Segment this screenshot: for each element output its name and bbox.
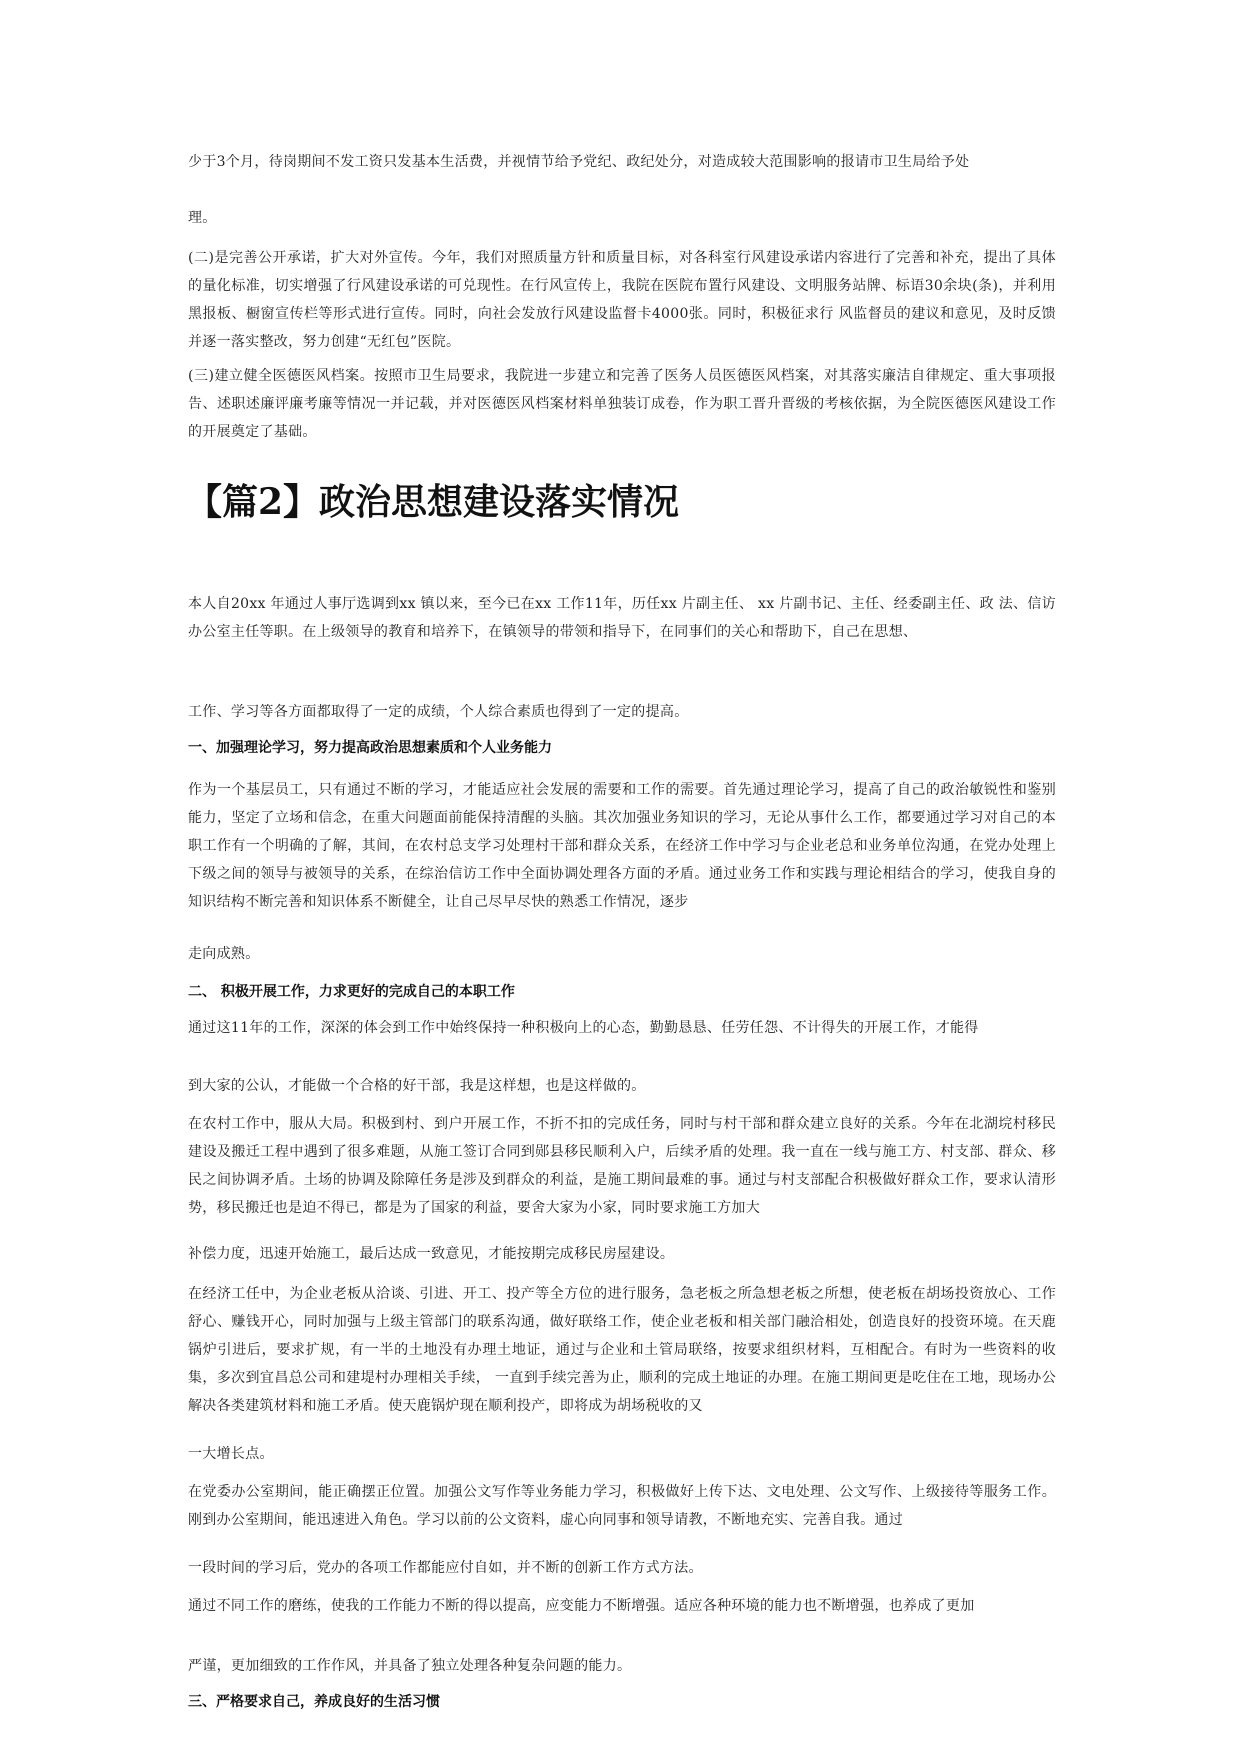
section-title: 【篇2】政治思想建设落实情况 (186, 481, 680, 523)
paragraph: 严谨，更加细致的工作作风，并具备了独立处理各种复杂问题的能力。 (188, 1658, 632, 1674)
paragraph: 走向成熟。 (188, 946, 260, 962)
paragraph: 本人自20xx 年通过人事厅选调到xx 镇以来，至今已在xx 工作11年，历任xx 片副主任、 xx 片副书记、主任、经委副主任、政 法、信访办公室主任等职。在上级领导的教育和培养下，在镇领导的带领和指导下，在同事们的关心和帮助下，自己在思想、 (188, 596, 1056, 640)
paragraph: 通过不同工作的磨练，使我的工作能力不断的得以提高，应变能力不断增强。适应各种环境的能力也不断增强，也养成了更加 (188, 1598, 975, 1614)
paragraph: 在农村工作中，服从大局。积极到村、到户开展工作，不折不扣的完成任务，同时与村干部和群众建立良好的关系。今年在北湖垸村移民建设及搬迁工程中遇到了很多难题，从施工签订合同到郧县移民顺利入户，后续矛盾的处理。我一直在一线与施工方、村支部、群众、移民之间协调矛盾。土场的协调及除障任务是涉及到群众的利益，是施工期间最难的事。通过与村支部配合积极做好群众工作，要求认清形势，移民搬迁也是迫不得已，都是为了国家的利益，要舍大家为小家，同时要求施工方加大 (188, 1116, 1056, 1216)
heading: 三、严格要求自己，养成良好的生活习惯 (188, 1694, 440, 1710)
paragraph: 在党委办公室期间，能正确摆正位置。加强公文写作等业务能力学习，积极做好上传下达、文电处理、公文写作、上级接待等服务工作。刚到办公室期间，能迅速进入角色。学习以前的公文资料，虚心向同事和领导请教，不断地充实、完善自我。通过 (188, 1484, 1056, 1528)
paragraph: 到大家的公认，才能做一个合格的好干部，我是这样想，也是这样做的。 (188, 1078, 646, 1094)
paragraph: (三)建立健全医德医风档案。按照市卫生局要求，我院进一步建立和完善了医务人员医德医风档案，对其落实廉洁自律规定、重大事项报告、述职述廉评廉考廉等情况一并记载，并对医德医风档案材料单独装订成卷，作为职工晋升晋级的考核依据，为全院医德医风建设工作的开展奠定了基础。 (188, 368, 1056, 440)
paragraph: 工作、学习等各方面都取得了一定的成绩，个人综合素质也得到了一定的提高。 (188, 704, 689, 720)
heading: 二、 积极开展工作，力求更好的完成自己的本职工作 (188, 984, 515, 1000)
paragraph: 在经济工任中，为企业老板从洽谈、引进、开工、投产等全方位的进行服务，急老板之所急想老板之所想，使老板在胡场投资放心、工作舒心、赚钱开心，同时加强与上级主管部门的联系沟通，做好联络工作，使企业老板和相关部门融洽相处，创造良好的投资环境。在天鹿锅炉引进后，要求扩规，有一半的土地没有办理土地证，通过与企业和土管局联络，按要求组织材料，互相配合。有时为一些资料的收集，多次到宜昌总公司和建堤村办理相关手续， 一直到手续完善为止，顺利的完成土地证的办理。在施工期间更是吃住在工地，现场办公解决各类建筑材料和施工矛盾。使天鹿锅炉现在顺利投产，即将成为胡场税收的又 (188, 1286, 1056, 1414)
heading: 一、加强理论学习，努力提高政治思想素质和个人业务能力 (188, 740, 552, 756)
paragraph: 作为一个基层员工，只有通过不断的学习，才能适应社会发展的需要和工作的需要。首先通过理论学习，提高了自己的政治敏锐性和鉴别能力，坚定了立场和信念，在重大问题面前能保持清醒的头脑。其次加强业务知识的学习，无论从事什么工作，都要通过学习对自己的本职工作有一个明确的了解，其间，在农村总支学习处理村干部和群众关系，在经济工作中学习与企业老总和业务单位沟通，在党办处理上下级之间的领导与被领导的关系，在综治信访工作中全面协调处理各方面的矛盾。通过业务工作和实践与理论相结合的学习，使我自身的知识结构不断完善和知识体系不断健全，让自己尽早尽快的熟悉工作情况，逐步 (188, 782, 1056, 910)
paragraph: 一大增长点。 (188, 1446, 274, 1462)
paragraph: 通过这11年的工作，深深的体会到工作中始终保持一种积极向上的心态，勤勤恳恳、任劳任怨、不计得失的开展工作，才能得 (188, 1020, 979, 1036)
paragraph: 补偿力度，迅速开始施工，最后达成一致意见，才能按期完成移民房屋建设。 (188, 1246, 675, 1262)
paragraph: 一段时间的学习后，党办的各项工作都能应付自如，并不断的创新工作方式方法。 (188, 1560, 703, 1576)
paragraph: 少于3个月，待岗期间不发工资只发基本生活费，并视情节给予党纪、政纪处分，对造成较大范围影响的报请市卫生局给予处 (188, 154, 970, 170)
paragraph: (二)是完善公开承诺，扩大对外宣传。今年，我们对照质量方针和质量目标，对各科室行风建设承诺内容进行了完善和补充，提出了具体的量化标准，切实增强了行风建设承诺的可兑现性。在行风宣传上，我院在医院布置行风建设、文明服务站牌、标语30余块(条)，并利用黑报板、橱窗宣传栏等形式进行宣传。同时，向社会发放行风建设监督卡4000张。同时，积极征求行 风监督员的建议和意见，及时反馈并逐一落实整改，努力创建“无红包”医院。 (188, 250, 1056, 350)
paragraph: 理。 (188, 210, 217, 226)
